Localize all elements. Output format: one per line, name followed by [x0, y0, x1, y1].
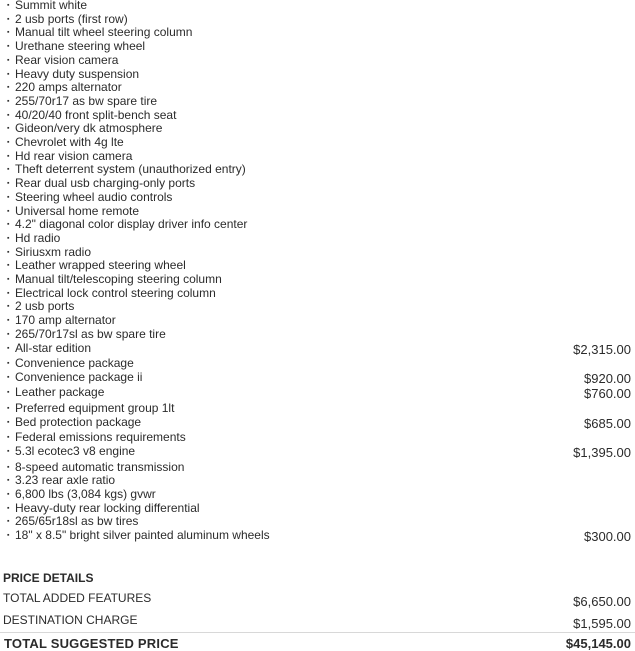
bullet-icon: ▪ [7, 389, 10, 397]
total-added-features-value: $6,650.00 [573, 594, 631, 609]
bullet-icon: ▪ [7, 317, 10, 325]
feature-label: Rear dual usb charging-only ports [15, 176, 196, 191]
feature-label: 265/65r18sl as bw tires [15, 514, 139, 529]
feature-price: $685.00 [584, 415, 631, 431]
bullet-icon: ▪ [7, 84, 10, 92]
bullet-icon: ▪ [7, 56, 10, 64]
bullet-icon: ▪ [7, 234, 10, 242]
feature-label: Bed protection package [15, 414, 142, 429]
feature-price: $2,315.00 [573, 341, 631, 357]
feature-label: Siriusxm radio [15, 244, 92, 259]
feature-label: 5.3l ecotec3 v8 engine [15, 444, 136, 458]
feature-label: 220 amps alternator [15, 80, 122, 95]
bullet-icon: ▪ [7, 152, 10, 160]
feature-label: Steering wheel audio controls [15, 189, 173, 204]
bullet-icon: ▪ [7, 111, 10, 119]
price-details-heading: PRICE DETAILS [3, 571, 94, 585]
feature-label: Gideon/very dk atmosphere [15, 121, 163, 136]
bullet-icon: ▪ [7, 193, 10, 201]
bullet-icon: ▪ [7, 434, 10, 442]
feature-label: 265/70r17sl as bw spare tire [15, 326, 166, 341]
feature-label: 3.23 rear axle ratio [15, 473, 116, 488]
destination-charge-value: $1,595.00 [573, 616, 631, 631]
bullet-icon: ▪ [7, 29, 10, 37]
bullet-icon: ▪ [7, 360, 10, 368]
feature-label: 18" x 8.5" bright silver painted aluminum wheels [15, 528, 270, 543]
bullet-icon: ▪ [7, 518, 10, 526]
feature-label: Heavy duty suspension [15, 66, 140, 81]
feature-label: Leather package [15, 385, 105, 400]
bullet-icon: ▪ [7, 262, 10, 270]
feature-label: Urethane steering wheel [15, 39, 146, 54]
feature-label: 170 amp alternator [15, 313, 116, 328]
feature-label: 6,800 lbs (3,084 kgs) gvwr [15, 487, 156, 501]
bullet-icon: ▪ [7, 344, 10, 352]
feature-label: Preferred equipment group 1lt [15, 401, 175, 415]
bullet-icon: ▪ [7, 448, 10, 455]
feature-label: 2 usb ports (first row) [15, 11, 128, 26]
bullet-icon: ▪ [7, 43, 10, 51]
bullet-icon: ▪ [7, 166, 10, 174]
feature-price: $1,395.00 [573, 445, 631, 460]
feature-label: 4.2" diagonal color display driver info center [15, 217, 248, 232]
feature-price: $300.00 [584, 529, 631, 545]
bullet-icon: ▪ [7, 303, 10, 311]
feature-label: Summit white [15, 0, 88, 12]
bullet-icon: ▪ [7, 248, 10, 256]
feature-price: $760.00 [584, 386, 631, 402]
bullet-icon: ▪ [7, 276, 10, 283]
total-added-features-label: TOTAL ADDED FEATURES [3, 591, 152, 605]
bullet-icon: ▪ [7, 70, 10, 78]
bullet-icon: ▪ [7, 97, 10, 105]
total-divider [0, 632, 635, 633]
feature-label: Chevrolet with 4g lte [15, 135, 124, 149]
feature-label: 8-speed automatic transmission [15, 459, 185, 474]
bullet-icon: ▪ [7, 2, 10, 9]
bullet-icon: ▪ [7, 532, 10, 540]
bullet-icon: ▪ [7, 463, 10, 471]
feature-label: Convenience package ii [15, 369, 143, 384]
bullet-icon: ▪ [7, 330, 10, 338]
feature-label: Hd radio [15, 230, 61, 245]
total-suggested-price-value: $45,145.00 [565, 636, 631, 651]
bullet-icon: ▪ [7, 373, 10, 381]
feature-label: Rear vision camera [15, 52, 119, 67]
feature-label: 40/20/40 front split-bench seat [15, 107, 177, 122]
bullet-icon: ▪ [7, 180, 10, 188]
feature-label: Federal emissions requirements [15, 430, 186, 445]
feature-label: Convenience package [15, 356, 134, 371]
feature-label: Universal home remote [15, 203, 140, 218]
feature-label: 2 usb ports [15, 299, 75, 314]
bullet-icon: ▪ [7, 15, 10, 23]
bullet-icon: ▪ [7, 289, 10, 297]
feature-label: Leather wrapped steering wheel [15, 258, 186, 273]
bullet-icon: ▪ [7, 207, 10, 215]
feature-label: Theft deterrent system (unauthorized entry) [15, 162, 246, 177]
feature-label: Hd rear vision camera [15, 148, 133, 163]
feature-label: Manual tilt/telescoping steering column [15, 272, 222, 286]
feature-price: $920.00 [584, 370, 631, 386]
feature-label: All-star edition [15, 340, 92, 355]
bullet-icon: ▪ [7, 491, 10, 498]
bullet-icon: ▪ [7, 418, 10, 426]
bullet-icon: ▪ [7, 125, 10, 133]
bullet-icon: ▪ [7, 139, 10, 146]
bullet-icon: ▪ [7, 504, 10, 512]
feature-label: Manual tilt wheel steering column [15, 25, 193, 40]
total-suggested-price-label: TOTAL SUGGESTED PRICE [4, 636, 179, 651]
feature-label: 255/70r17 as bw spare tire [15, 93, 158, 108]
bullet-icon: ▪ [7, 477, 10, 485]
destination-charge-label: DESTINATION CHARGE [3, 613, 138, 627]
feature-label: Heavy-duty rear locking differential [15, 500, 200, 515]
bullet-icon: ▪ [7, 405, 10, 412]
feature-label: Electrical lock control steering column [15, 285, 216, 300]
bullet-icon: ▪ [7, 221, 10, 229]
